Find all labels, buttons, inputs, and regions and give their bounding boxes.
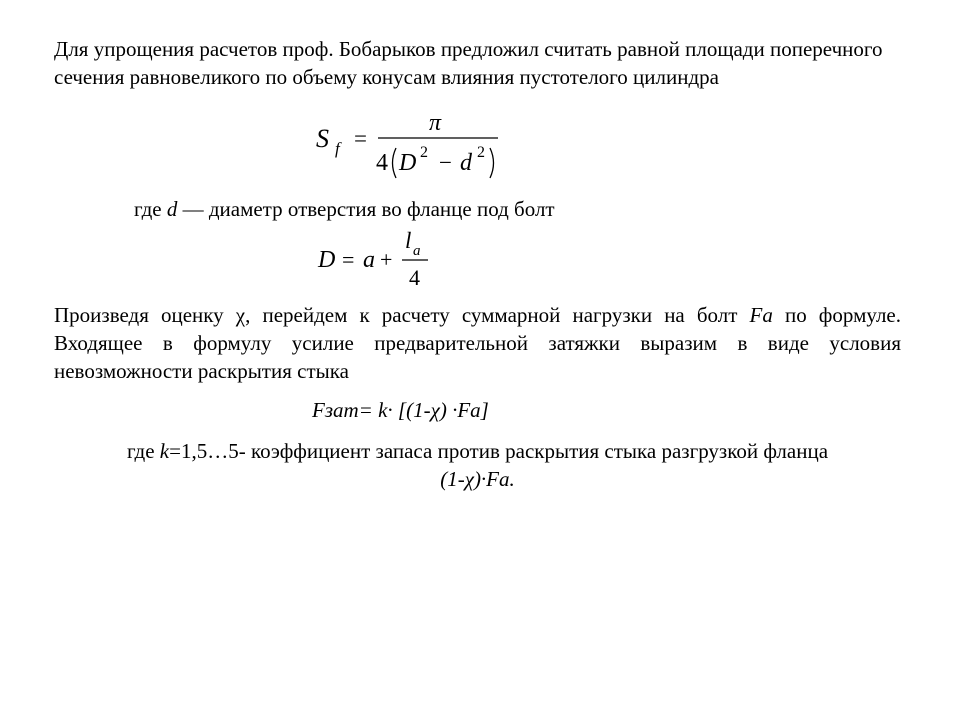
formula-den-exp2: 2 — [477, 144, 485, 161]
def-d-var: d — [166, 197, 178, 221]
formula-den-exp1: 2 — [420, 144, 428, 161]
f2-term: a — [363, 247, 375, 273]
formula-pi: π — [429, 110, 442, 136]
f2-plus: + — [380, 247, 393, 272]
formula-equals: = — [354, 126, 367, 151]
intro-paragraph: Для упрощения расчетов проф. Бобарыков предложил считать равной площади поперечного сечения равновеликого по объему конусам влияния пустотелого цилиндра — [54, 37, 883, 89]
diameter-formula — [314, 228, 444, 290]
f2-equals: = — [342, 247, 355, 272]
coef-var: k — [159, 439, 170, 463]
coefficient-paragraph — [54, 437, 901, 493]
left-paren — [393, 148, 397, 178]
def-d-suffix: — диаметр отверстия во фланце под болт — [177, 197, 555, 221]
preload-equation: Fзат= k· [(1-χ) ·Fa] — [312, 398, 489, 422]
f2-denominator: 4 — [409, 265, 420, 290]
definition-d-paragraph — [134, 195, 834, 223]
coef-line1 — [54, 437, 901, 465]
f2-num-sub: a — [413, 243, 421, 259]
load-part2: по формуле. Входящее в формулу усилие предварительной затяжки выразим в виде условия невозможности раскрытия стыка — [54, 303, 902, 383]
load-part1: Произведя оценку χ, перейдем к расчету суммарной нагрузки на болт — [54, 303, 750, 327]
load-paragraph — [54, 301, 901, 385]
f2-num-l: l — [405, 228, 412, 253]
formula-den-minus: − — [439, 150, 452, 175]
formula-den-d: d — [460, 150, 472, 176]
load-var: Fa — [749, 303, 773, 327]
coef-suffix: =1,5…5- коэффициент запаса против раскрытия стыка разгрузкой фланца — [169, 439, 829, 463]
coef-prefix: где — [126, 439, 160, 463]
formula-s-symbol: S — [316, 124, 329, 153]
formula-s-subscript: f — [335, 139, 340, 158]
f2-lhs: D — [318, 247, 336, 273]
coef-line2: (1-χ)·Fa. — [440, 467, 515, 491]
right-paren — [490, 148, 494, 178]
formula-den-coef: 4 — [376, 150, 388, 176]
formula-den-D: D — [399, 150, 417, 176]
def-d-prefix: где — [134, 197, 167, 221]
area-formula — [312, 108, 512, 188]
